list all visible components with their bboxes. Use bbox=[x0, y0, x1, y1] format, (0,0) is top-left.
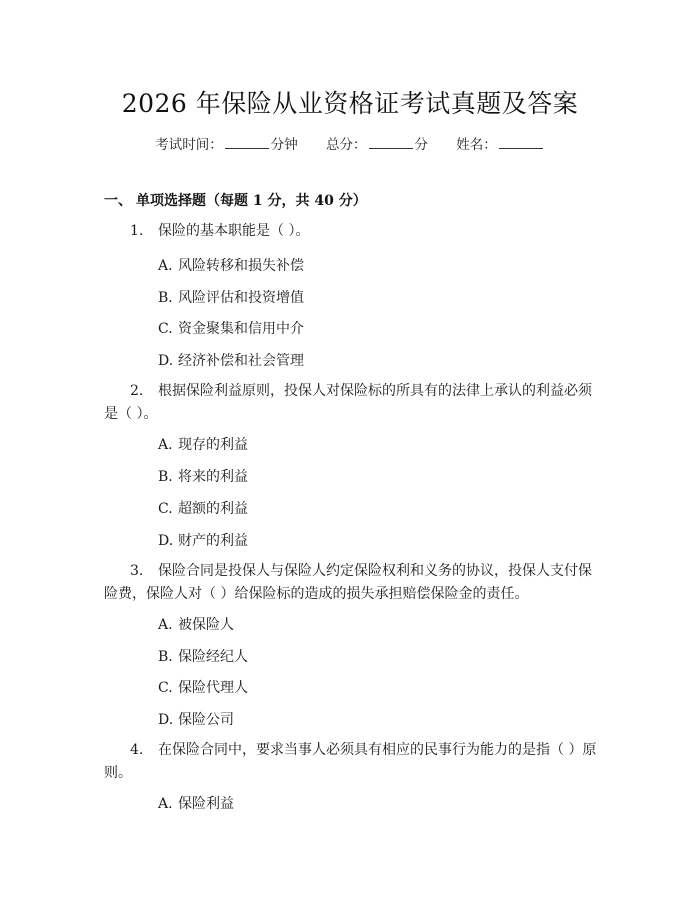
question-number: 2. bbox=[130, 383, 144, 399]
option-text: 保险经纪人 bbox=[178, 649, 248, 665]
option-text: 资金聚集和信用中介 bbox=[178, 321, 304, 337]
option-text: 风险评估和投资增值 bbox=[178, 290, 304, 306]
option-text: 现存的利益 bbox=[178, 437, 248, 453]
option-2c[interactable] bbox=[158, 498, 248, 518]
question-text bbox=[104, 739, 604, 785]
option-letter: C. bbox=[158, 680, 173, 696]
option-text: 财产的利益 bbox=[178, 533, 248, 549]
option-letter: D. bbox=[158, 353, 174, 369]
option-letter: B. bbox=[158, 469, 173, 485]
exam-title: 2026 年保险从业资格证考试真题及答案 bbox=[121, 89, 579, 118]
candidate-name bbox=[456, 133, 545, 153]
option-4a[interactable] bbox=[158, 793, 234, 813]
option-text: 保险公司 bbox=[178, 712, 234, 728]
question-2 bbox=[104, 380, 604, 426]
option-text: 风险转移和损失补偿 bbox=[178, 258, 304, 274]
option-text: 被保险人 bbox=[178, 617, 234, 633]
option-text: 保险利益 bbox=[178, 796, 234, 812]
option-3c[interactable] bbox=[158, 677, 248, 697]
option-1d[interactable] bbox=[158, 350, 304, 370]
total-score-unit: 分 bbox=[414, 137, 428, 153]
option-letter: B. bbox=[158, 290, 173, 306]
option-letter: D. bbox=[158, 712, 174, 728]
option-letter: B. bbox=[158, 649, 173, 665]
option-text: 超额的利益 bbox=[178, 501, 248, 517]
option-1b[interactable] bbox=[158, 287, 304, 307]
question-4 bbox=[104, 739, 604, 785]
question-text bbox=[104, 560, 604, 606]
total-score-label: 总分： bbox=[326, 137, 367, 153]
section-heading bbox=[104, 190, 367, 210]
question-body: 根据保险利益原则，投保人对保险标的所具有的法律上承认的利益必须是（ ）。 bbox=[104, 383, 592, 422]
option-letter: A. bbox=[158, 617, 173, 633]
question-body: 在保险合同中，要求当事人必须具有相应的民事行为能力的是指（ ）原则。 bbox=[104, 742, 597, 781]
option-letter: C. bbox=[158, 321, 173, 337]
candidate-name-blank[interactable] bbox=[499, 136, 543, 149]
option-3a[interactable] bbox=[158, 614, 234, 634]
option-letter: A. bbox=[158, 796, 173, 812]
option-text: 经济补偿和社会管理 bbox=[178, 353, 304, 369]
section-number: 一、 bbox=[104, 193, 132, 209]
option-3b[interactable] bbox=[158, 646, 248, 666]
option-letter: A. bbox=[158, 258, 173, 274]
option-text: 保险代理人 bbox=[178, 680, 248, 696]
option-1a[interactable] bbox=[158, 255, 304, 275]
question-1 bbox=[104, 220, 604, 243]
question-body: 保险合同是投保人与保险人约定保险权利和义务的协议，投保人支付保险费，保险人对（ ）给保险标的造成的损失承担赔偿保险金的责任。 bbox=[104, 563, 592, 602]
question-body: 保险的基本职能是（ ）。 bbox=[158, 223, 310, 239]
question-3 bbox=[104, 560, 604, 606]
question-number: 4. bbox=[130, 742, 144, 758]
total-score bbox=[326, 133, 428, 153]
option-letter: C. bbox=[158, 501, 173, 517]
question-text bbox=[104, 380, 604, 426]
question-text bbox=[104, 220, 604, 243]
option-2b[interactable] bbox=[158, 466, 248, 486]
question-number: 3. bbox=[130, 563, 144, 579]
candidate-name-label: 姓名： bbox=[456, 137, 497, 153]
exam-time-unit: 分钟 bbox=[270, 137, 298, 153]
exam-time bbox=[155, 133, 298, 153]
section-title: 单项选择题（每题 1 分，共 40 分） bbox=[136, 193, 367, 209]
option-letter: D. bbox=[158, 533, 174, 549]
option-text: 将来的利益 bbox=[178, 469, 248, 485]
option-letter: A. bbox=[158, 437, 173, 453]
option-2a[interactable] bbox=[158, 434, 248, 454]
exam-time-blank[interactable] bbox=[225, 136, 269, 149]
question-number: 1. bbox=[130, 223, 144, 239]
option-1c[interactable] bbox=[158, 318, 304, 338]
total-score-blank[interactable] bbox=[369, 136, 413, 149]
exam-time-label: 考试时间： bbox=[155, 137, 223, 153]
option-3d[interactable] bbox=[158, 709, 234, 729]
option-2d[interactable] bbox=[158, 530, 248, 550]
exam-meta bbox=[0, 133, 700, 153]
